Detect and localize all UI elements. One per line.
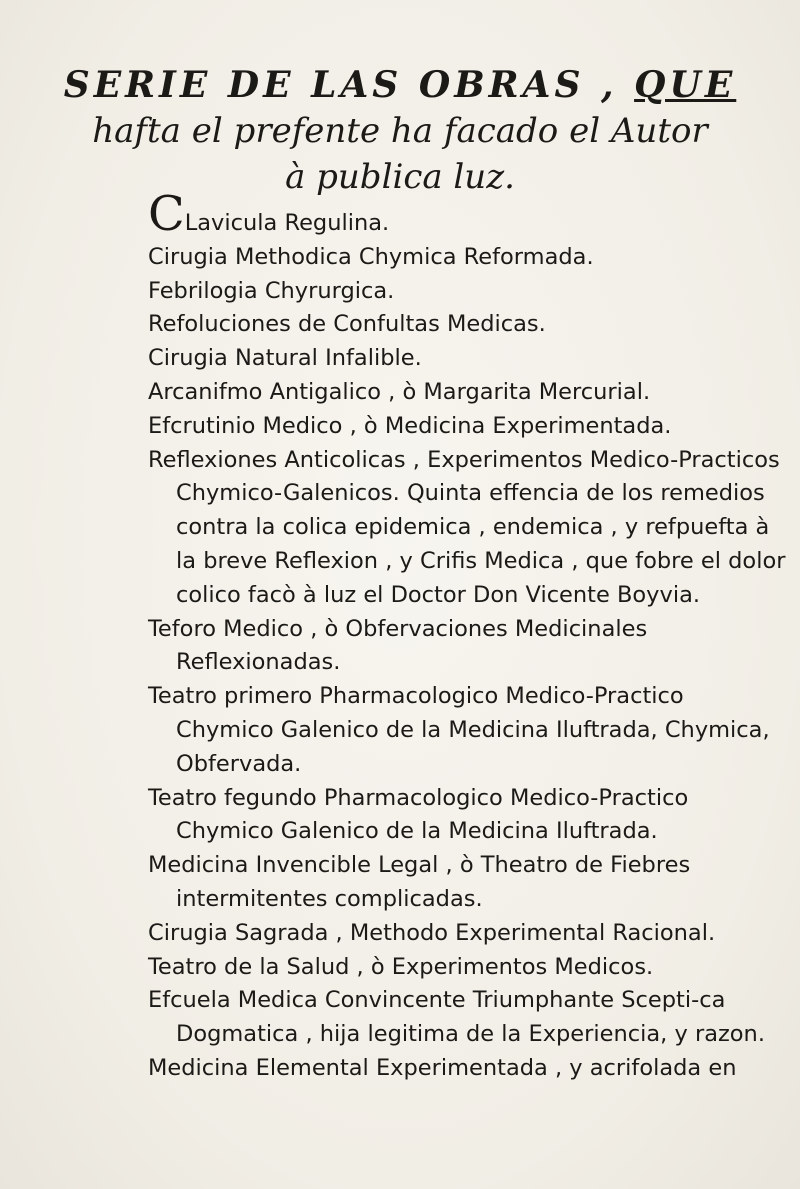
heading-line-1-text: SERIE DE LAS OBRAS , [63, 64, 635, 106]
heading-line-1-tail: QUE [634, 64, 737, 106]
list-item: Refoluciones de Confultas Medicas. [148, 311, 546, 338]
list-item: Cirugia Methodica Chymica Reformada. [148, 243, 594, 270]
heading-line-3: à publica luz. [285, 157, 515, 197]
list-item: Cirugia Natural Infalible. [148, 345, 422, 372]
list-item: Medicina Invencible Legal , ò Theatro de Fiebres intermitentes complicadas. [148, 852, 691, 912]
list-item: Teatro de la Salud , ò Experimentos Medicos. [148, 953, 654, 980]
list-item: Efcrutinio Medico , ò Medicina Experimentada. [148, 412, 672, 439]
list-item: Febrilogia Chyrurgica. [148, 277, 395, 304]
series-heading [0, 62, 800, 200]
list-item: Reflexiones Anticolicas , Experimentos Medico-Practicos Chymico-Galenicos. Quinta effencia de los remedios contra la colica epidemica , endemica , y refpuefta à la breve Reflexion , y Crifis Medica , que fobre el dolor colico facò à luz el Doctor Don Vicente Boyvia. [148, 446, 786, 608]
list-item: Teatro fegundo Pharmacologico Medico-Practico Chymico Galenico de la Medicina Iluftrada. [148, 784, 689, 845]
drop-initial: C [148, 186, 185, 242]
list-item: Teatro primero Pharmacologico Medico-Practico Chymico Galenico de la Medicina Iluftrada, Chymica, Obfervada. [148, 683, 770, 777]
list-item: Arcanifmo Antigalico , ò Margarita Mercurial. [148, 378, 651, 405]
list-item: Cirugia Sagrada , Methodo Experimental Racional. [148, 919, 716, 946]
list-item [148, 186, 788, 242]
list-item: Medicina Elemental Experimentada , y acrifolada en [148, 1054, 737, 1081]
heading-line-1 [0, 62, 800, 108]
list-item: Efcuela Medica Convincente Triumphante Scepti-ca Dogmatica , hija legitima de la Experiencia, y razon. [148, 987, 765, 1048]
list-item: Teforo Medico , ò Obfervaciones Medicinales Reflexionadas. [148, 615, 648, 676]
first-entry-text: Lavicula Regulina. [184, 210, 390, 236]
works-list [148, 186, 788, 1086]
heading-line-2: hafta el prefente ha facado el Autor [92, 111, 708, 151]
